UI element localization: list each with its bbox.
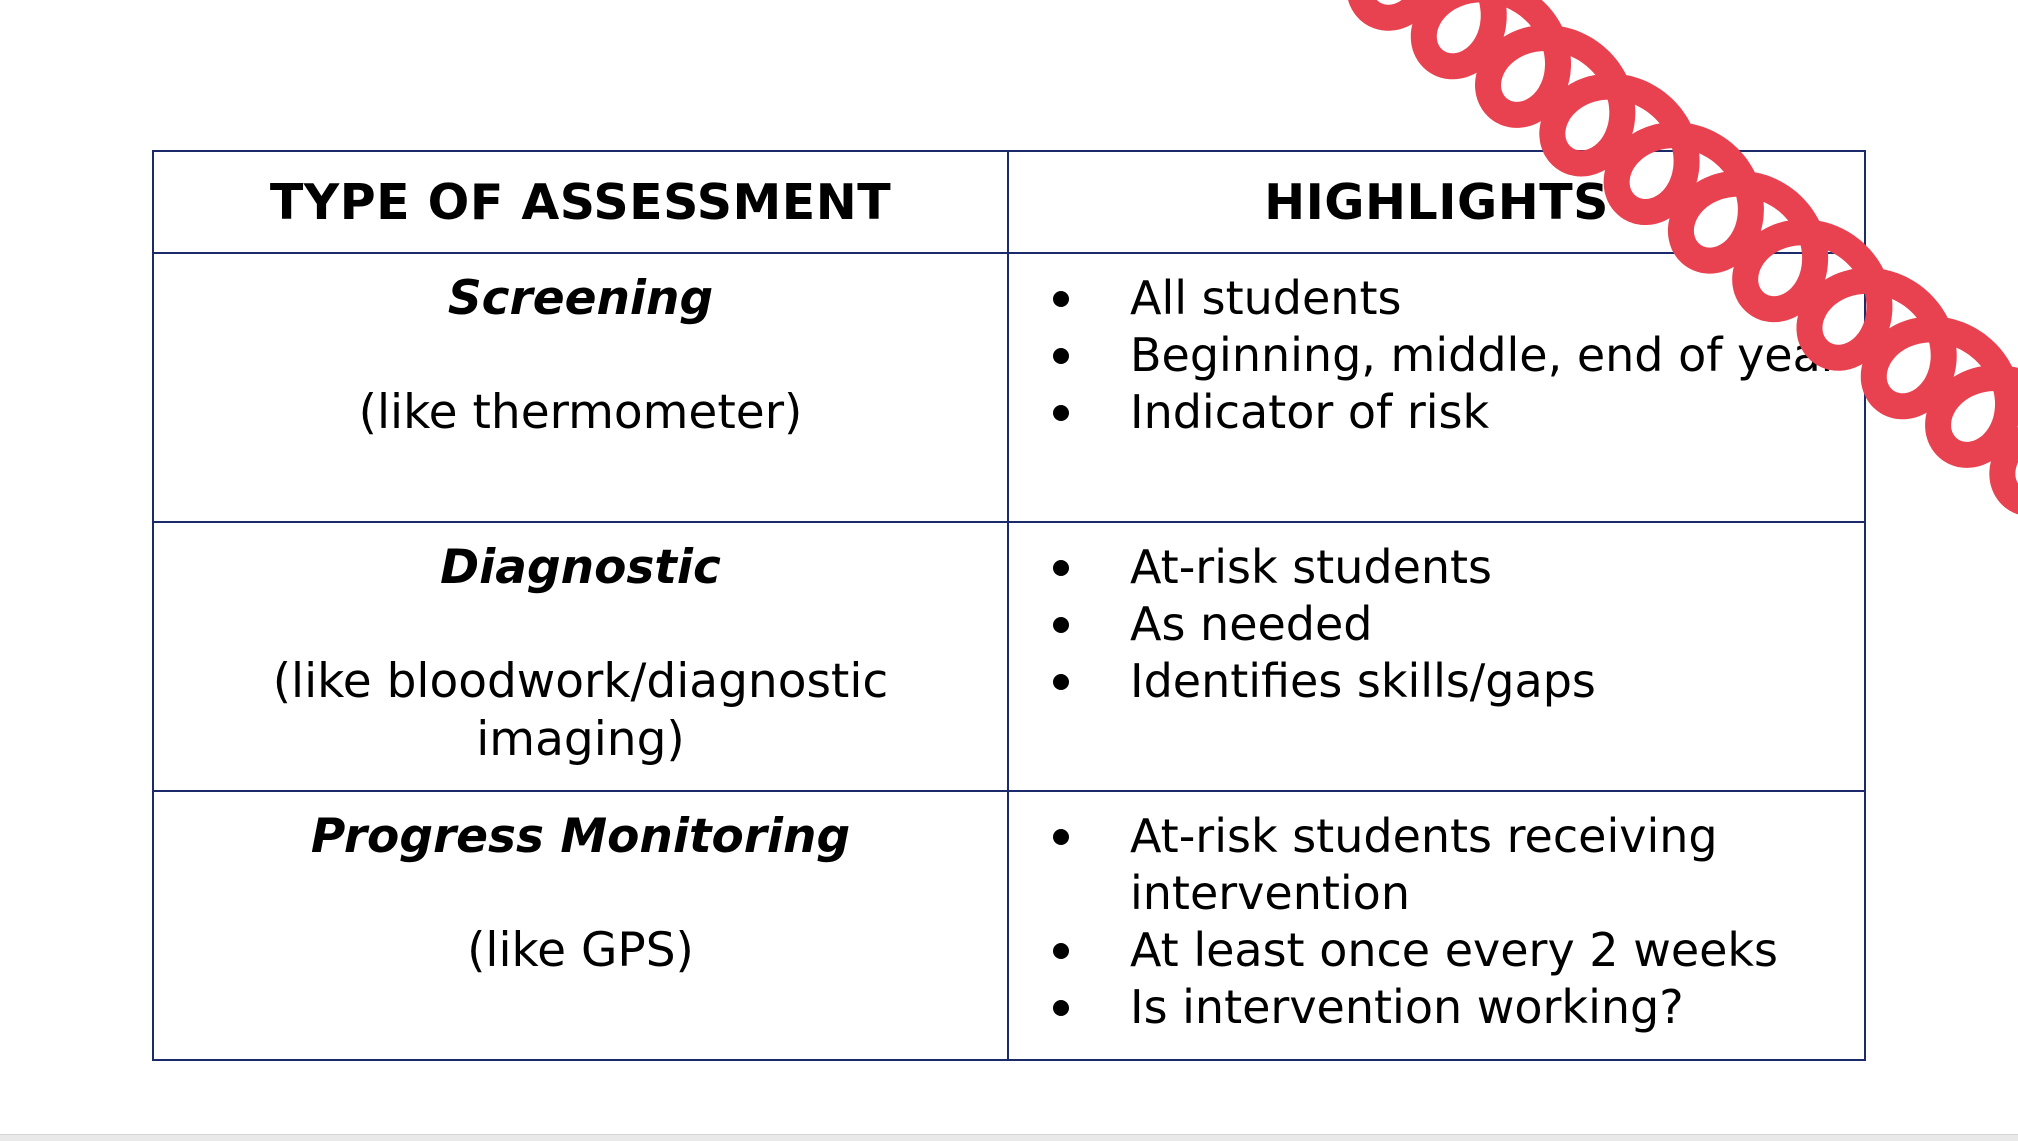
bullet-icon xyxy=(1053,291,1069,307)
bullet-icon xyxy=(1053,560,1069,576)
assessment-table xyxy=(152,150,1866,1061)
bullet-icon xyxy=(1053,674,1069,690)
list-item: Beginning, middle, end of year xyxy=(1009,327,1864,384)
type-cell xyxy=(153,791,1008,1060)
list-item: Is intervention working? xyxy=(1009,979,1864,1036)
bullet-icon xyxy=(1053,617,1069,633)
highlights-list xyxy=(1009,539,1864,710)
assessment-type-description: (like bloodwork/diagnostic imaging) xyxy=(272,654,889,767)
bullet-icon xyxy=(1053,348,1069,364)
highlights-cell xyxy=(1008,253,1865,522)
header-type-of-assessment: TYPE OF ASSESSMENT xyxy=(153,151,1008,253)
list-item: At-risk students receiving intervention xyxy=(1009,808,1864,922)
bullet-icon xyxy=(1053,829,1069,845)
list-item: Identifies skills/gaps xyxy=(1009,653,1864,710)
assessment-type-description: (like GPS) xyxy=(467,923,694,978)
assessment-type-description: (like thermometer) xyxy=(358,385,803,440)
assessment-type-name: Progress Monitoring xyxy=(310,809,851,864)
table-row xyxy=(153,522,1865,791)
assessment-type-name: Screening xyxy=(447,271,714,326)
table-row xyxy=(153,791,1865,1060)
type-cell xyxy=(153,522,1008,791)
highlights-list xyxy=(1009,808,1864,1036)
list-item: At least once every 2 weeks xyxy=(1009,922,1864,979)
type-cell xyxy=(153,253,1008,522)
bullet-icon xyxy=(1053,405,1069,421)
highlights-cell xyxy=(1008,791,1865,1060)
highlights-cell xyxy=(1008,522,1865,791)
list-item: At-risk students xyxy=(1009,539,1864,596)
table-row xyxy=(153,253,1865,522)
list-item: All students xyxy=(1009,270,1864,327)
assessment-type-name: Diagnostic xyxy=(440,540,721,595)
header-highlights: HIGHLIGHTS xyxy=(1008,151,1865,253)
bullet-icon xyxy=(1053,1000,1069,1016)
table-header-row xyxy=(153,151,1865,253)
bullet-icon xyxy=(1053,943,1069,959)
list-item: As needed xyxy=(1009,596,1864,653)
list-item: Indicator of risk xyxy=(1009,384,1864,441)
highlights-list xyxy=(1009,270,1864,441)
